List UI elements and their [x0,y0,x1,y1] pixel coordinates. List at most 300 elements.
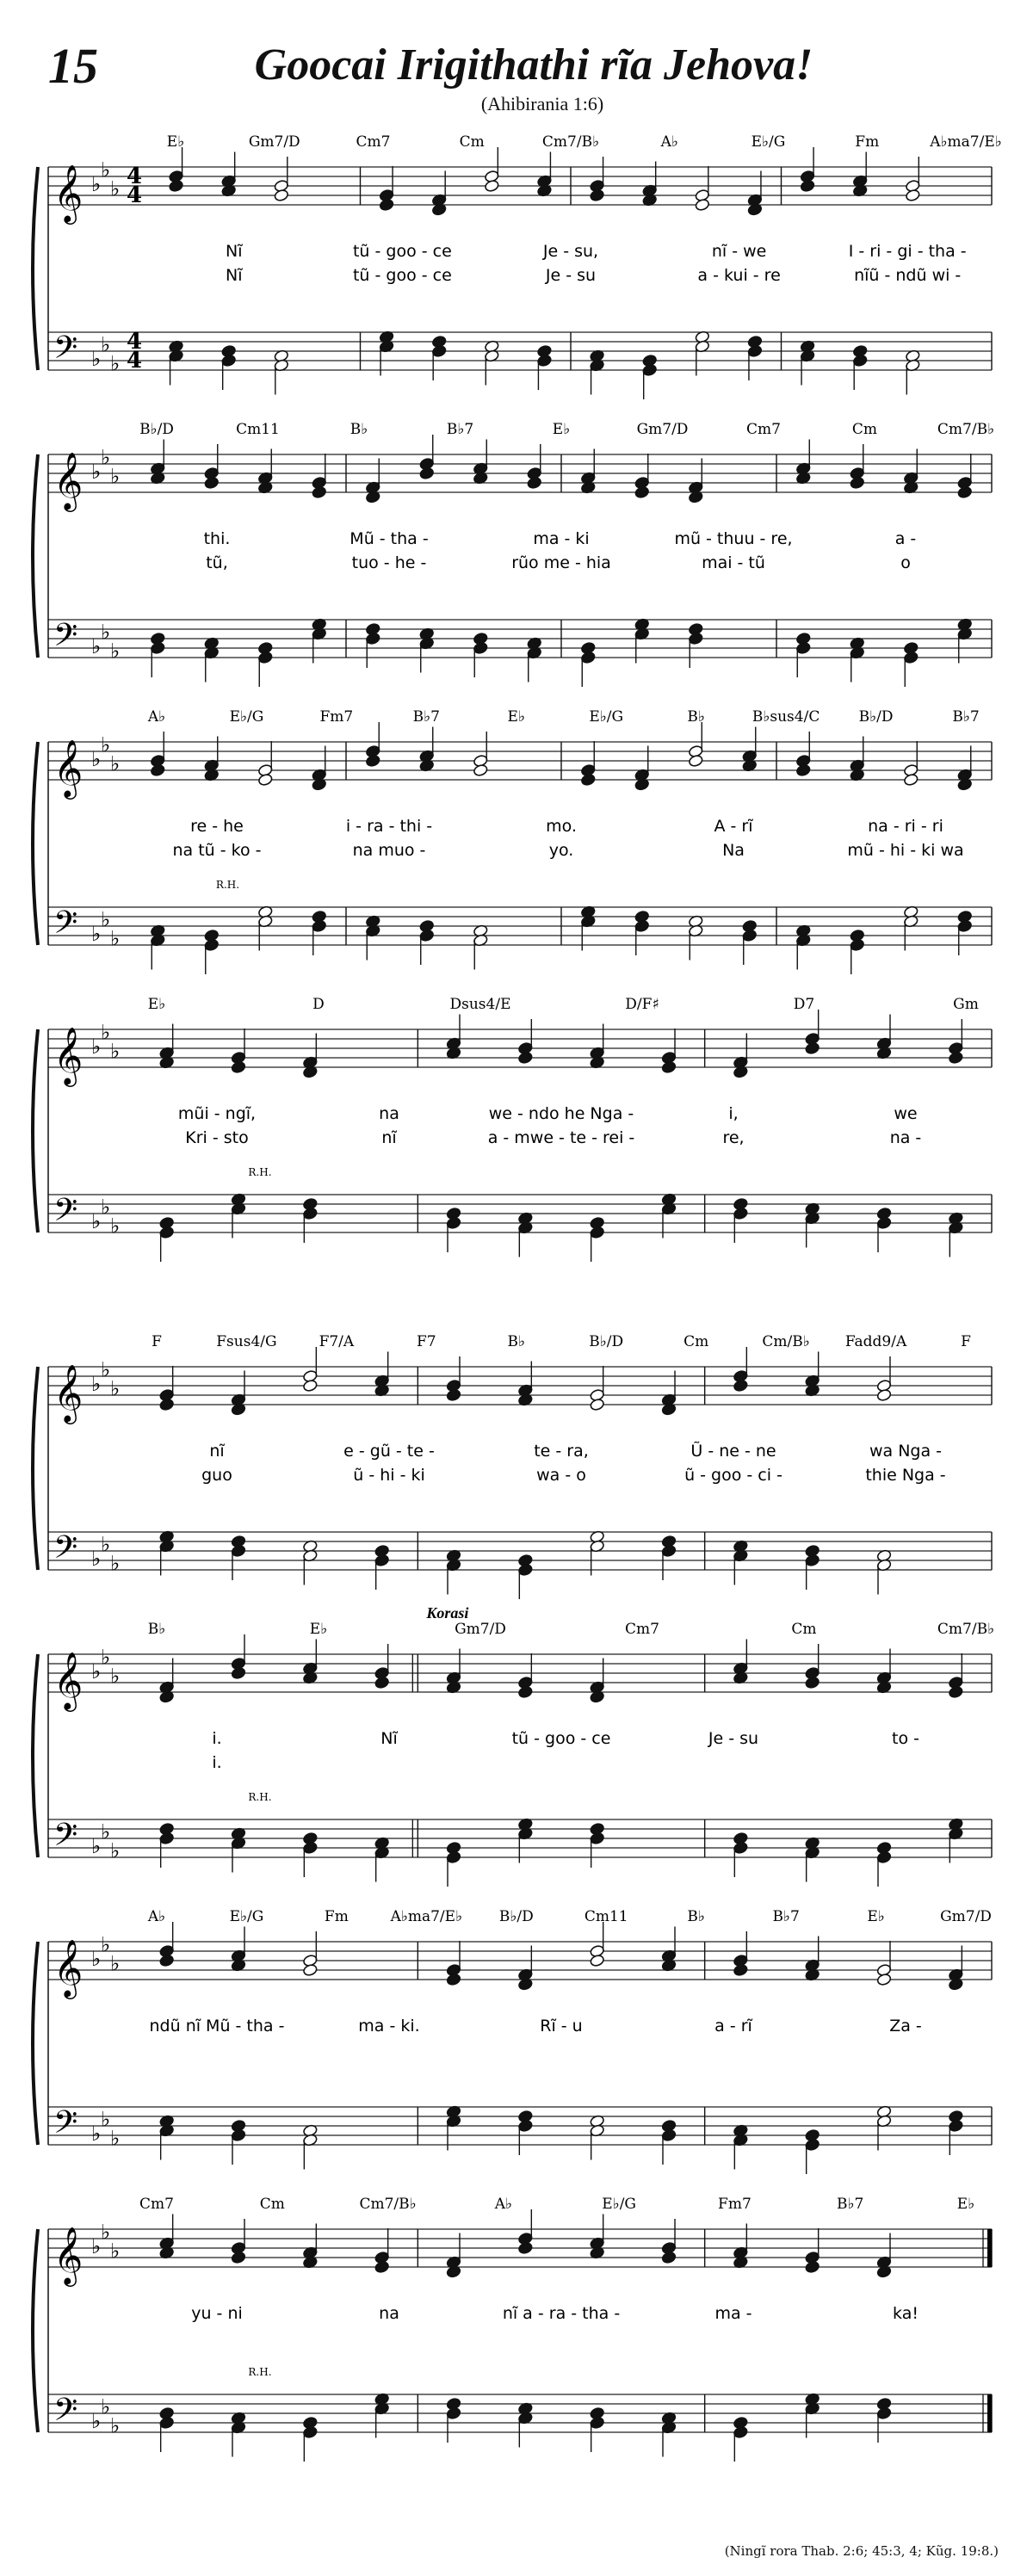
score-system-7 [33,1908,992,2174]
note-head [580,773,596,786]
flat-icon: ♭ [91,460,102,484]
chord-symbol: E♭/G [229,708,264,726]
note-head [590,188,605,201]
system-brace [33,1942,38,2145]
flat-icon: ♭ [101,332,111,357]
flat-icon: ♭ [91,1659,102,1683]
chord-symbol: B♭/D [498,1908,534,1925]
note-head [634,919,650,932]
lyric-verse-2: mai - tũ [702,553,765,572]
chord-symbol: F [961,1333,971,1350]
lyric-verse-2: Je - su [545,266,597,285]
note-head [231,2251,246,2264]
flat-icon: ♭ [91,2409,102,2433]
lyric-verse-1: Je - su, [542,242,599,261]
lyric-verse-1: nĩ - we [711,242,767,261]
note-head [517,2119,533,2132]
chord-symbol: D/F♯ [625,996,659,1013]
lyric-verse-1: Ũ - ne - ne [690,1442,776,1461]
chord-symbol: E♭/G [602,2196,637,2213]
lyric-verse-2: tuo - he - [351,553,427,572]
note-head [150,763,165,776]
note-head [537,354,553,367]
chord-symbol: B♭ [687,708,705,726]
note-head [805,2138,820,2151]
note-head [695,198,710,211]
flat-icon: ♭ [110,751,121,776]
scripture-reference: (Ahibirania 1:6) [480,93,604,114]
chord-symbol: B♭sus4/C [752,708,820,726]
flat-icon: ♭ [91,1947,102,1971]
note-head [742,929,758,942]
note-head [852,354,868,367]
chord-symbol: F7 [417,1333,436,1350]
flat-icon: ♭ [91,1209,102,1233]
flat-icon: ♭ [110,176,121,201]
lyric-verse-1: ka! [893,2304,919,2323]
note-head [805,1041,820,1054]
right-hand-marker: R.H. [215,879,240,891]
note-head [747,344,763,357]
flat-icon: ♭ [101,732,111,757]
flat-icon: ♭ [101,1020,111,1045]
flat-icon: ♭ [101,445,111,470]
flat-icon: ♭ [110,464,121,489]
note-head [800,179,815,192]
lyric-verse-1: Je - su [708,1729,759,1748]
note-head [733,1841,748,1854]
note-head [948,1685,963,1698]
lyric-verse-1: i, [728,1104,739,1123]
note-head [661,1060,677,1073]
chord-symbol: Cm11 [584,1908,628,1925]
flat-icon: ♭ [110,1376,121,1401]
note-head [446,1216,461,1229]
flat-icon: ♭ [91,172,102,196]
chord-symbol: Cm7 [746,421,781,438]
flat-icon: ♭ [101,1645,111,1670]
note-head [795,763,811,776]
note-head [159,1226,175,1239]
flat-icon: ♭ [101,158,111,182]
note-head [419,466,435,479]
note-head [876,1973,892,1986]
note-head [805,1554,820,1566]
flat-icon: ♭ [110,639,121,664]
note-head [590,1954,605,1967]
system-brace [33,167,38,370]
note-head [159,1832,175,1844]
lyric-verse-1: mũ - thuu - re, [674,529,793,548]
note-head [374,1554,390,1566]
note-head [688,632,703,645]
note-head [957,485,973,498]
flat-icon: ♭ [91,2234,102,2258]
lyric-verse-1: thi. [203,529,231,548]
note-head [231,1666,246,1679]
treble-clef-icon: 𝄞 [53,1026,84,1084]
note-head [446,1973,461,1986]
hymn-title: Goocai Irigithathi rĩa Jehova! [254,40,813,90]
note-head [805,1676,820,1689]
lyric-verse-2: ũ - hi - ki [353,1466,425,1485]
note-head [302,1841,318,1854]
flat-icon: ♭ [91,922,102,946]
note-head [642,363,658,376]
lyric-verse-2: thie Nga - [865,1466,946,1485]
chord-symbol: B♭7 [952,708,980,726]
right-hand-marker: R.H. [248,2366,272,2378]
chord-symbol: F [152,1333,162,1350]
chord-symbol: B♭7 [446,421,474,438]
flat-icon: ♭ [110,1838,121,1863]
lyric-verse-2: a - mwe - te - rei - [487,1128,635,1147]
lyric-verse-2: guo [201,1466,232,1485]
bass-clef-icon: 𝄢 [53,905,78,948]
lyric-verse-1: a - rĩ [714,2017,752,2035]
lyric-verse-2: nĩũ - ndũ wi - [854,266,962,285]
note-head [484,179,499,192]
flat-icon: ♭ [91,747,102,771]
note-head [312,485,327,498]
lyric-verse-2: tũ, [206,553,228,572]
flat-icon: ♭ [110,1214,121,1239]
lyric-verse-1: ma - [714,2304,752,2323]
flat-icon: ♭ [110,1551,121,1576]
note-head [159,1954,175,1967]
system-brace [33,1029,38,1232]
note-head [473,641,488,654]
chord-symbol: E♭ [956,2196,975,2213]
lyric-verse-1: Mũ - tha - [349,529,429,548]
chord-symbol: B♭ [349,421,368,438]
note-head [446,1850,461,1863]
lyric-verse-1: ma - ki [533,529,590,548]
score-system-5 [33,1333,992,1599]
flat-icon: ♭ [101,2394,111,2419]
chord-symbol: A♭ [494,2196,513,2213]
note-head [204,476,220,489]
chord-symbol: E♭ [147,996,166,1013]
lyric-verse-1: na [379,1104,399,1123]
chord-symbol: E♭ [552,421,571,438]
note-head [257,651,273,664]
flat-icon: ♭ [110,2239,121,2264]
note-head [733,1207,748,1220]
note-head [302,1963,318,1976]
chord-symbol: Gm7/D [636,421,689,438]
chord-symbol: D [312,996,325,1013]
lyric-verse-2: Kri - sto [185,1128,249,1147]
treble-clef-icon: 𝄞 [53,1651,84,1709]
note-head [517,1563,533,1576]
note-head [805,2260,820,2273]
lyric-verse-2: yo. [548,841,574,860]
bass-clef-icon: 𝄢 [53,2392,78,2436]
flat-icon: ♭ [110,1039,121,1064]
note-head [374,2260,390,2273]
chord-symbol: A♭ma7/E♭ [930,133,1002,151]
lyric-verse-2: tũ - goo - ce [352,266,452,285]
lyric-verse-1: Nĩ [380,1729,398,1748]
score-system-6 [33,1604,994,1887]
chord-symbol: B♭ [507,1333,526,1350]
flat-icon: ♭ [91,1834,102,1858]
treble-clef-icon: 𝄞 [53,2226,84,2284]
lyric-verse-1: na - ri - ri [868,817,943,836]
system-brace [33,1367,38,1570]
note-head [903,773,919,786]
chord-symbol: Cm [851,421,878,438]
bass-clef-icon: 𝄢 [53,1192,78,1236]
flat-icon: ♭ [101,620,111,645]
note-head [257,773,273,786]
flat-icon: ♭ [101,1819,111,1844]
lyric-verse-1: mo. [546,817,577,836]
flat-icon: ♭ [91,1035,102,1059]
flat-icon: ♭ [91,634,102,658]
lyric-verse-2: na - [889,1128,922,1147]
lyric-verse-1: i - ra - thi - [345,817,433,836]
chord-symbol: Cm7 [139,2196,174,2213]
score-system-2 [33,421,994,687]
lyric-verse-2: nĩ [381,1128,397,1147]
note-head [876,1216,892,1229]
flat-icon: ♭ [91,2122,102,2146]
lyric-verse-1: ndũ nĩ Mũ - tha - [149,2017,285,2035]
note-head [590,1226,605,1239]
note-head [957,919,973,932]
chord-symbol: Fm7 [718,2196,752,2213]
flat-icon: ♭ [91,347,102,371]
note-head [231,1544,246,1557]
lyric-verse-1: a - [894,529,917,548]
note-head [446,2406,461,2419]
flat-icon: ♭ [91,1547,102,1571]
flat-icon: ♭ [91,1372,102,1396]
system-brace [33,454,38,658]
lyric-verse-2: re, [722,1128,745,1147]
lyric-verse-1: Za - [889,2017,922,2035]
time-signature: 4 [126,164,143,189]
chord-symbol: B♭7 [772,1908,800,1925]
chord-symbol: Cm/B♭ [762,1333,810,1350]
lyric-verse-1: tũ - goo - ce [511,1729,611,1748]
chord-symbol: Cm [684,1333,709,1350]
note-head [431,344,447,357]
lyric-verse-1: e - gũ - te - [343,1442,435,1461]
chord-symbol: E♭/G [229,1908,264,1925]
note-head [590,2416,605,2429]
note-head [379,198,394,211]
flat-icon: ♭ [110,926,121,951]
note-head [374,1676,390,1689]
lyric-verse-2: na muo - [352,841,426,860]
chord-symbol: Gm7/D [455,1621,506,1638]
treble-clef-icon: 𝄞 [53,451,84,510]
chord-symbol: Cm7/B♭ [937,421,995,438]
note-head [302,2425,318,2438]
flat-icon: ♭ [101,2220,111,2245]
chord-symbol: Fsus4/G [216,1333,277,1350]
lyric-verse-2: o [900,553,911,572]
flat-icon: ♭ [101,2107,111,2132]
note-head [850,476,865,489]
chord-symbol: B♭7 [837,2196,864,2213]
chord-symbol: B♭/D [858,708,894,726]
note-head [661,1544,677,1557]
right-hand-marker: R.H. [248,1166,272,1178]
lyric-verse-2: wa - o [536,1466,586,1485]
chord-symbol: Cm7/B♭ [541,133,600,151]
note-head [876,2406,892,2419]
score-system-4 [33,996,992,1262]
note-head [517,1685,533,1698]
chord-symbol: Cm [259,2196,285,2213]
note-head [590,1832,605,1844]
note-head [204,938,220,951]
lyric-verse-1: tũ - goo - ce [352,242,452,261]
note-head [302,1379,318,1392]
lyric-verse-1: nĩ [209,1442,225,1461]
lyric-verse-2: Nĩ [226,266,243,285]
note-head [661,2251,677,2264]
note-head [795,641,811,654]
chord-symbol: E♭/G [589,708,624,726]
treble-clef-icon: 𝄞 [53,1938,84,1997]
time-signature: 4 [126,348,143,374]
bass-clef-icon: 𝄢 [53,617,78,661]
chord-symbol: Gm7/D [248,133,300,151]
flat-icon: ♭ [101,1932,111,1957]
chord-symbol: Gm7/D [940,1908,992,1925]
chord-symbol: Cm7/B♭ [359,2196,417,2213]
treble-clef-icon: 𝄞 [53,1363,84,1422]
chord-symbol: Cm [459,133,485,151]
chorus-label: Korasi [426,1604,469,1622]
lyric-verse-1: we [894,1104,918,1123]
lyric-verse-1: mũi - ngĩ, [177,1104,257,1123]
lyric-verse-2: Na [722,841,745,860]
note-head [661,2128,677,2141]
lyric-verse-1: wa Nga - [869,1442,943,1461]
score-system-3 [33,708,992,974]
chord-symbol: Fadd9/A [844,1333,907,1350]
lyric-verse-2: ũ - goo - ci - [684,1466,782,1485]
hymn-number: 15 [48,38,98,94]
chord-symbol: Fm7 [319,708,354,726]
lyric-verse-1: we - ndo he Nga - [488,1104,634,1123]
chord-symbol: B♭/D [139,421,174,438]
flat-icon: ♭ [110,2413,121,2438]
chord-symbol: E♭ [309,1621,328,1638]
note-head [159,2416,175,2429]
chord-symbol: B♭/D [589,1333,624,1350]
chord-symbol: Fm [324,1908,349,1925]
chord-symbol: E♭ [867,1908,885,1925]
flat-icon: ♭ [101,1357,111,1382]
flat-icon: ♭ [101,1195,111,1220]
note-head [159,1398,175,1411]
treble-clef-icon: 𝄞 [53,164,84,222]
flat-icon: ♭ [101,1532,111,1557]
note-head [876,1850,892,1863]
chord-symbol: E♭ [507,708,525,726]
note-head [876,1388,892,1401]
lyric-verse-2: mũ - hi - ki wa [847,841,964,860]
note-head [302,1207,318,1220]
flat-icon: ♭ [110,2126,121,2151]
lyric-verse-1: ma - ki. [358,2017,420,2035]
bass-clef-icon: 𝄢 [53,330,78,374]
lyric-verse-1: re - he [190,817,244,836]
flat-icon: ♭ [110,351,121,376]
note-head [850,938,865,951]
chord-symbol: D7 [793,996,815,1013]
chord-symbol: A♭ [147,708,166,726]
note-head [312,919,327,932]
note-head [580,651,596,664]
system-brace [33,2229,38,2432]
chord-symbol: B♭ [147,1621,166,1638]
note-head [688,754,703,767]
note-head [903,651,919,664]
chord-symbol: A♭ma7/E♭ [390,1908,463,1925]
lyric-verse-1: I - ri - gi - tha - [848,242,967,261]
system-brace [33,742,38,945]
note-head [419,929,435,942]
lyric-verse-2: i. [212,1753,222,1772]
lyric-verse-1: te - ra, [534,1442,589,1461]
chord-symbol: E♭/G [751,133,786,151]
note-head [365,754,380,767]
note-head [634,485,650,498]
note-head [527,476,542,489]
lyric-verse-1: Rĩ - u [540,2017,583,2035]
note-head [473,763,488,776]
note-head [365,632,380,645]
treble-clef-icon: 𝄞 [53,738,84,797]
note-head [231,1060,246,1073]
bass-clef-icon: 𝄢 [53,1529,78,1573]
score-system-1 [33,133,1002,399]
system-brace [33,1654,38,1857]
chord-symbol: Cm11 [236,421,280,438]
bass-clef-icon: 𝄢 [53,1817,78,1861]
note-head [517,1051,533,1064]
lyric-verse-2: a - kui - re [697,266,781,285]
note-head [590,1398,605,1411]
flat-icon: ♭ [110,1951,121,1976]
final-barline [987,2229,992,2267]
right-hand-marker: R.H. [248,1791,272,1803]
chord-symbol: Cm7 [625,1621,659,1638]
final-barline [987,2394,992,2432]
note-head [446,1388,461,1401]
flat-icon: ♭ [110,1664,121,1689]
chord-symbol: A♭ [147,1908,166,1925]
chord-symbol: B♭ [687,1908,705,1925]
note-head [733,1963,748,1976]
lyric-verse-1: yu - ni [191,2304,243,2323]
lyric-verse-1: i. [212,1729,222,1748]
footnote: (Ningĩ rora Thab. 2:6; 45:3, 4; Kũg. 19:8.) [724,2543,999,2559]
note-head [150,641,165,654]
note-head [733,2425,748,2438]
lyric-verse-1: to - [892,1729,919,1748]
note-head [517,2241,533,2254]
chord-symbol: B♭7 [412,708,440,726]
